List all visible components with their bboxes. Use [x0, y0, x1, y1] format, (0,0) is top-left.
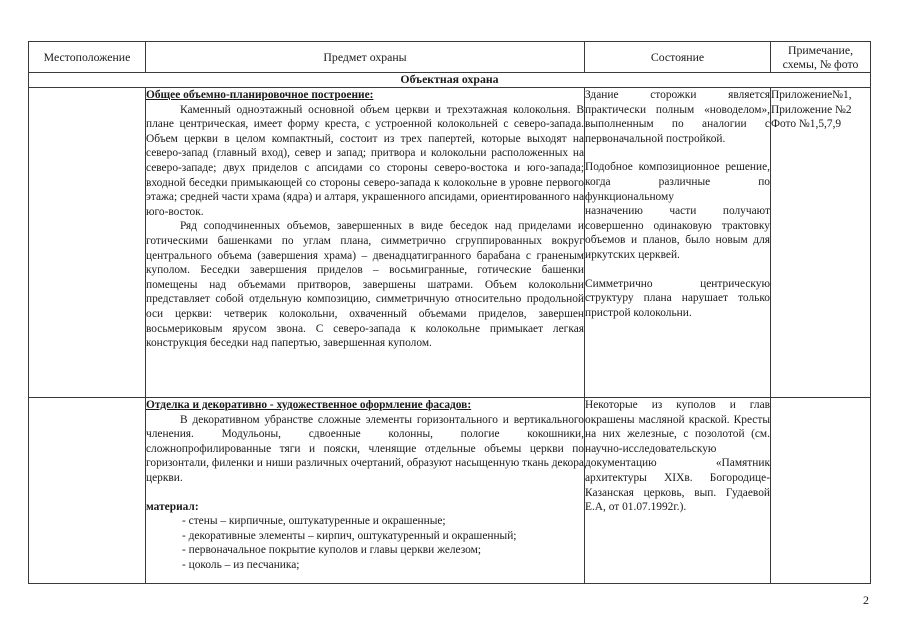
material-item: - цоколь – из песчаника; [182, 558, 300, 571]
header-subject: Предмет охраны [146, 42, 585, 73]
header-state: Состояние [585, 42, 771, 73]
state-cell [585, 88, 771, 398]
location-cell [29, 88, 146, 398]
subject-paragraph: Каменный одноэтажный основной объем церкви и трехэтажная колокольня. В плане центрическая, имеет форму креста, с устроенной колокольней с северо-запада. Объем церкви в целом компактный, состоит из трех папертей, которые выходят на северо-запад (главный вход), север и запад; притвора и колокольни расположенных на северо-западе; двух приделов с апсидами со стороны северо-востока и юго-запада; входной беседки примыкающей со стороны северо-запада к колокольне в уровне первого этажа; средней части храма (ядра) и алтаря, украшенного апсидами, ориентированного на юго-восток. [146, 103, 584, 218]
header-location: Местоположение [29, 42, 146, 73]
subject-cell [146, 398, 585, 584]
table-row [29, 88, 871, 398]
header-note [771, 42, 871, 73]
note-line: Приложение №2 [771, 103, 852, 116]
state-cell [585, 398, 771, 584]
note-cell [771, 88, 871, 398]
state-paragraph: назначению части получают совершенно одинаковую трактовку объемов и планов, было новым для иркутских церквей. [585, 205, 770, 261]
note-cell [771, 398, 871, 584]
note-line: Фото №1,5,7,9 [771, 118, 842, 131]
header-note-line1: Примечание, [787, 43, 854, 57]
material-label: материал: [146, 500, 199, 513]
subject-paragraph: Ряд соподчиненных объемов, завершенных в виде беседок над приделами и готическими башенками по углам плана, симметрично сгруппированных вокруг центрального объема (завершения храма) – двенадцатигранного барабана с граненым куполом. Беседки завершения приделов – восьмигранные, готические башенки помещены над объемами притворов, завершены шатрами. Объем колокольни представляет собой отдельную композицию, симметричную относительно продольной оси церкви: четверик колокольни, охваченный объемами приделов, завершен восьмериковым ярусом звона. С северо-запада к колокольне примыкает легкая конструкция беседки над папертью, завершенная куполом. [146, 220, 584, 350]
subject-cell [146, 88, 585, 398]
material-item: - первоначальное покрытие куполов и главы церкви железом; [182, 544, 482, 557]
subject-heading: Отделка и декоративно - художественное оформление фасадов: [146, 399, 472, 411]
subject-heading: Общее объемно-планировочное построение: [146, 89, 374, 101]
state-paragraph: Некоторые из куполов и глав окрашены масляной краской. Кресты на них железные, с позолотой (см. научно-исследовательскую документацию «Памятник архитектуры XIXв. Богородице-Казанская церковь, вып. Гудаевой Е.А, от 01.07.1992г.). [585, 399, 770, 514]
protection-table [28, 41, 871, 584]
location-cell [29, 398, 146, 584]
state-paragraph: Подобное композиционное решение, когда различные по функциональному [585, 161, 770, 203]
state-paragraph: Здание сторожки является практически полным «новоделом», выполненным по аналогии с первоначальной постройкой. [585, 89, 770, 145]
material-item: - стены – кирпичные, оштукатуренные и окрашенные; [182, 515, 446, 528]
header-row [29, 42, 871, 73]
material-item: - декоративные элементы – кирпич, оштукатуренный и окрашенный; [182, 529, 517, 542]
state-paragraph: Симметрично центрическую структуру плана нарушает только пристрой колокольни. [585, 277, 770, 319]
section-row [29, 73, 871, 88]
page-number: 2 [863, 593, 869, 607]
table-row [29, 398, 871, 584]
header-note-line2: схемы, № фото [782, 57, 859, 71]
section-title: Объектная охрана [29, 73, 871, 88]
subject-paragraph: В декоративном убранстве сложные элементы горизонтального и вертикального членения. Модульоны, сдвоенные колонны, пологие кокошники, сложнопрофилированные тяги и пояски, членящие отдельные объемы церкви по горизонтали, филенки и ниши различных очертаний, образуют насыщенную ткань декора церкви. [146, 413, 584, 484]
note-line: Приложение№1, [771, 89, 852, 101]
